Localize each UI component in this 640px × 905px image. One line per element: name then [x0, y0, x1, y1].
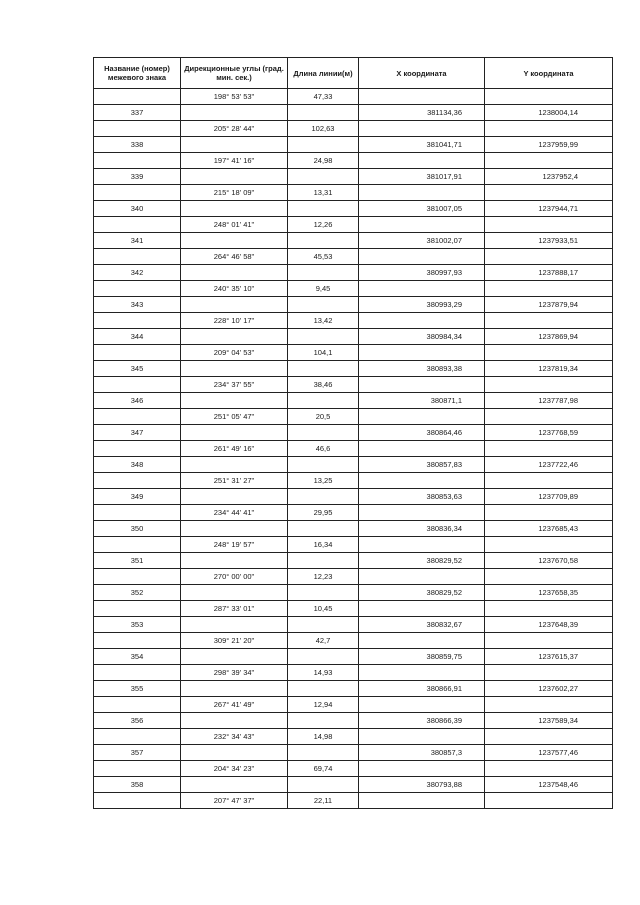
line-length-cell — [288, 393, 359, 409]
y-coordinate-cell: 1237589,34 — [485, 713, 613, 729]
table-row — [94, 185, 613, 201]
line-length-cell: 13,25 — [288, 473, 359, 489]
line-length-cell: 9,45 — [288, 281, 359, 297]
direction-angle-cell — [181, 393, 288, 409]
y-coordinate-cell: 1237548,46 — [485, 777, 613, 793]
line-length-cell — [288, 617, 359, 633]
x-coordinate-cell — [359, 153, 485, 169]
boundary-mark-name-cell: 348 — [94, 457, 181, 473]
boundary-mark-name-cell — [94, 601, 181, 617]
table-header-row — [94, 58, 613, 89]
direction-angle-cell: 228° 10' 17" — [181, 313, 288, 329]
table-row — [94, 633, 613, 649]
direction-angle-cell: 309° 21' 20" — [181, 633, 288, 649]
line-length-cell: 24,98 — [288, 153, 359, 169]
table-row — [94, 313, 613, 329]
y-coordinate-cell — [485, 153, 613, 169]
table-row — [94, 137, 613, 153]
x-coordinate-cell — [359, 281, 485, 297]
boundary-mark-name-cell — [94, 665, 181, 681]
direction-angle-cell: 198° 53' 53" — [181, 89, 288, 105]
x-coordinate-cell: 380864,46 — [359, 425, 485, 441]
x-coordinate-cell — [359, 377, 485, 393]
table-row — [94, 297, 613, 313]
table-row — [94, 265, 613, 281]
y-coordinate-cell: 1237787,98 — [485, 393, 613, 409]
x-coordinate-cell: 381017,91 — [359, 169, 485, 185]
line-length-cell: 14,93 — [288, 665, 359, 681]
coordinate-table-sheet — [93, 57, 612, 809]
line-length-cell: 14,98 — [288, 729, 359, 745]
y-coordinate-cell: 1237768,59 — [485, 425, 613, 441]
table-row — [94, 329, 613, 345]
line-length-cell — [288, 297, 359, 313]
x-coordinate-cell: 381002,07 — [359, 233, 485, 249]
table-row — [94, 393, 613, 409]
line-length-cell: 42,7 — [288, 633, 359, 649]
line-length-cell — [288, 361, 359, 377]
line-length-cell: 69,74 — [288, 761, 359, 777]
line-length-cell — [288, 137, 359, 153]
boundary-mark-name-cell — [94, 217, 181, 233]
y-coordinate-cell — [485, 377, 613, 393]
boundary-mark-name-cell — [94, 697, 181, 713]
y-coordinate-cell — [485, 473, 613, 489]
direction-angle-cell: 248° 19' 57" — [181, 537, 288, 553]
boundary-mark-name-cell: 341 — [94, 233, 181, 249]
line-length-cell: 22,11 — [288, 793, 359, 809]
x-coordinate-cell — [359, 505, 485, 521]
direction-angle-cell — [181, 681, 288, 697]
table-row — [94, 697, 613, 713]
direction-angle-cell — [181, 201, 288, 217]
direction-angle-cell — [181, 745, 288, 761]
y-coordinate-cell: 1237869,94 — [485, 329, 613, 345]
direction-angle-cell — [181, 521, 288, 537]
y-coordinate-cell — [485, 665, 613, 681]
direction-angle-cell: 261° 49' 16" — [181, 441, 288, 457]
boundary-mark-name-cell — [94, 793, 181, 809]
boundary-mark-name-cell — [94, 377, 181, 393]
line-length-cell: 47,33 — [288, 89, 359, 105]
table-row — [94, 169, 613, 185]
direction-angle-cell — [181, 105, 288, 121]
table-row — [94, 537, 613, 553]
line-length-cell — [288, 265, 359, 281]
x-coordinate-cell: 380832,67 — [359, 617, 485, 633]
x-coordinate-cell: 380871,1 — [359, 393, 485, 409]
boundary-mark-name-cell — [94, 281, 181, 297]
boundary-mark-name-cell — [94, 537, 181, 553]
boundary-mark-name-cell: 354 — [94, 649, 181, 665]
y-coordinate-cell: 1237577,46 — [485, 745, 613, 761]
direction-angle-cell — [181, 297, 288, 313]
table-row — [94, 441, 613, 457]
direction-angle-cell — [181, 585, 288, 601]
table-row — [94, 649, 613, 665]
boundary-mark-name-cell — [94, 409, 181, 425]
x-coordinate-cell: 381007,05 — [359, 201, 485, 217]
boundary-mark-name-cell — [94, 153, 181, 169]
y-coordinate-cell: 1237658,35 — [485, 585, 613, 601]
x-coordinate-cell: 380829,52 — [359, 553, 485, 569]
line-length-cell — [288, 329, 359, 345]
direction-angle-cell: 267° 41' 49" — [181, 697, 288, 713]
x-coordinate-cell — [359, 601, 485, 617]
x-coordinate-cell — [359, 633, 485, 649]
x-coordinate-cell: 380853,63 — [359, 489, 485, 505]
boundary-mark-name-cell: 340 — [94, 201, 181, 217]
direction-angle-cell — [181, 425, 288, 441]
table-body — [94, 89, 613, 809]
header-name: Название (номер) межевого знака — [94, 58, 181, 89]
y-coordinate-cell: 1237602,27 — [485, 681, 613, 697]
table-row — [94, 585, 613, 601]
direction-angle-cell — [181, 233, 288, 249]
boundary-mark-name-cell: 351 — [94, 553, 181, 569]
line-length-cell: 46,6 — [288, 441, 359, 457]
x-coordinate-cell — [359, 121, 485, 137]
x-coordinate-cell: 380857,83 — [359, 457, 485, 473]
line-length-cell: 12,23 — [288, 569, 359, 585]
direction-angle-cell: 209° 04' 53" — [181, 345, 288, 361]
boundary-mark-name-cell — [94, 569, 181, 585]
y-coordinate-cell — [485, 569, 613, 585]
boundary-mark-name-cell: 355 — [94, 681, 181, 697]
direction-angle-cell — [181, 361, 288, 377]
boundary-mark-name-cell — [94, 313, 181, 329]
x-coordinate-cell: 380893,38 — [359, 361, 485, 377]
boundary-mark-name-cell: 353 — [94, 617, 181, 633]
boundary-mark-name-cell — [94, 89, 181, 105]
x-coordinate-cell — [359, 729, 485, 745]
x-coordinate-cell — [359, 761, 485, 777]
y-coordinate-cell — [485, 89, 613, 105]
line-length-cell — [288, 169, 359, 185]
boundary-mark-name-cell — [94, 761, 181, 777]
x-coordinate-cell — [359, 569, 485, 585]
table-row — [94, 361, 613, 377]
y-coordinate-cell — [485, 537, 613, 553]
line-length-cell: 38,46 — [288, 377, 359, 393]
x-coordinate-cell — [359, 345, 485, 361]
boundary-mark-name-cell — [94, 505, 181, 521]
line-length-cell — [288, 649, 359, 665]
direction-angle-cell — [181, 457, 288, 473]
table-row — [94, 601, 613, 617]
header-length: Длина линии(м) — [288, 58, 359, 89]
y-coordinate-cell — [485, 793, 613, 809]
x-coordinate-cell — [359, 249, 485, 265]
y-coordinate-cell — [485, 633, 613, 649]
x-coordinate-cell — [359, 185, 485, 201]
boundary-coordinates-table — [93, 57, 613, 809]
line-length-cell — [288, 777, 359, 793]
table-row — [94, 217, 613, 233]
y-coordinate-cell — [485, 729, 613, 745]
y-coordinate-cell: 1237952,4 — [485, 169, 613, 185]
boundary-mark-name-cell: 347 — [94, 425, 181, 441]
direction-angle-cell — [181, 489, 288, 505]
table-row — [94, 201, 613, 217]
x-coordinate-cell — [359, 537, 485, 553]
direction-angle-cell: 234° 44' 41" — [181, 505, 288, 521]
y-coordinate-cell: 1237648,39 — [485, 617, 613, 633]
line-length-cell — [288, 233, 359, 249]
table-row — [94, 457, 613, 473]
header-y: Y координата — [485, 58, 613, 89]
table-row — [94, 105, 613, 121]
x-coordinate-cell: 381041,71 — [359, 137, 485, 153]
line-length-cell: 12,94 — [288, 697, 359, 713]
x-coordinate-cell: 380836,34 — [359, 521, 485, 537]
y-coordinate-cell: 1237819,34 — [485, 361, 613, 377]
line-length-cell — [288, 585, 359, 601]
table-row — [94, 665, 613, 681]
line-length-cell: 10,45 — [288, 601, 359, 617]
x-coordinate-cell: 380866,91 — [359, 681, 485, 697]
boundary-mark-name-cell — [94, 633, 181, 649]
table-row — [94, 377, 613, 393]
table-row — [94, 713, 613, 729]
y-coordinate-cell: 1237709,89 — [485, 489, 613, 505]
boundary-mark-name-cell: 352 — [94, 585, 181, 601]
boundary-mark-name-cell: 343 — [94, 297, 181, 313]
x-coordinate-cell — [359, 217, 485, 233]
y-coordinate-cell — [485, 217, 613, 233]
y-coordinate-cell: 1237944,71 — [485, 201, 613, 217]
y-coordinate-cell — [485, 697, 613, 713]
y-coordinate-cell — [485, 121, 613, 137]
y-coordinate-cell: 1237670,58 — [485, 553, 613, 569]
y-coordinate-cell — [485, 345, 613, 361]
direction-angle-cell — [181, 329, 288, 345]
boundary-mark-name-cell: 342 — [94, 265, 181, 281]
y-coordinate-cell: 1237615,37 — [485, 649, 613, 665]
y-coordinate-cell — [485, 409, 613, 425]
table-row — [94, 473, 613, 489]
direction-angle-cell — [181, 169, 288, 185]
line-length-cell — [288, 553, 359, 569]
line-length-cell: 102,63 — [288, 121, 359, 137]
boundary-mark-name-cell — [94, 249, 181, 265]
direction-angle-cell: 287° 33' 01" — [181, 601, 288, 617]
line-length-cell: 45,53 — [288, 249, 359, 265]
y-coordinate-cell: 1237879,94 — [485, 297, 613, 313]
line-length-cell: 12,26 — [288, 217, 359, 233]
boundary-mark-name-cell — [94, 441, 181, 457]
y-coordinate-cell — [485, 761, 613, 777]
direction-angle-cell: 207° 47' 37" — [181, 793, 288, 809]
boundary-mark-name-cell: 337 — [94, 105, 181, 121]
header-x: X координата — [359, 58, 485, 89]
boundary-mark-name-cell — [94, 473, 181, 489]
direction-angle-cell — [181, 265, 288, 281]
line-length-cell — [288, 105, 359, 121]
y-coordinate-cell: 1237722,46 — [485, 457, 613, 473]
table-row — [94, 489, 613, 505]
table-row — [94, 761, 613, 777]
boundary-mark-name-cell — [94, 121, 181, 137]
direction-angle-cell — [181, 617, 288, 633]
x-coordinate-cell — [359, 313, 485, 329]
table-row — [94, 745, 613, 761]
y-coordinate-cell — [485, 441, 613, 457]
table-row — [94, 505, 613, 521]
direction-angle-cell — [181, 777, 288, 793]
line-length-cell — [288, 201, 359, 217]
x-coordinate-cell: 380997,93 — [359, 265, 485, 281]
line-length-cell: 104,1 — [288, 345, 359, 361]
x-coordinate-cell — [359, 665, 485, 681]
table-row — [94, 233, 613, 249]
table-row — [94, 569, 613, 585]
table-row — [94, 409, 613, 425]
y-coordinate-cell — [485, 313, 613, 329]
y-coordinate-cell: 1238004,14 — [485, 105, 613, 121]
boundary-mark-name-cell: 339 — [94, 169, 181, 185]
table-row — [94, 729, 613, 745]
boundary-mark-name-cell — [94, 345, 181, 361]
y-coordinate-cell — [485, 281, 613, 297]
boundary-mark-name-cell: 350 — [94, 521, 181, 537]
direction-angle-cell — [181, 137, 288, 153]
direction-angle-cell: 197° 41' 16" — [181, 153, 288, 169]
table-row — [94, 777, 613, 793]
y-coordinate-cell: 1237888,17 — [485, 265, 613, 281]
direction-angle-cell — [181, 713, 288, 729]
x-coordinate-cell — [359, 473, 485, 489]
boundary-mark-name-cell — [94, 185, 181, 201]
y-coordinate-cell: 1237685,43 — [485, 521, 613, 537]
line-length-cell — [288, 489, 359, 505]
direction-angle-cell: 251° 05' 47" — [181, 409, 288, 425]
direction-angle-cell: 232° 34' 43" — [181, 729, 288, 745]
x-coordinate-cell — [359, 409, 485, 425]
x-coordinate-cell — [359, 697, 485, 713]
direction-angle-cell: 298° 39' 34" — [181, 665, 288, 681]
x-coordinate-cell — [359, 441, 485, 457]
direction-angle-cell: 264° 46' 58" — [181, 249, 288, 265]
boundary-mark-name-cell: 338 — [94, 137, 181, 153]
x-coordinate-cell: 380793,88 — [359, 777, 485, 793]
direction-angle-cell: 240° 35' 10" — [181, 281, 288, 297]
line-length-cell — [288, 521, 359, 537]
x-coordinate-cell: 380829,52 — [359, 585, 485, 601]
boundary-mark-name-cell: 346 — [94, 393, 181, 409]
direction-angle-cell: 215° 18' 09" — [181, 185, 288, 201]
y-coordinate-cell — [485, 249, 613, 265]
table-row — [94, 121, 613, 137]
table-row — [94, 553, 613, 569]
boundary-mark-name-cell: 358 — [94, 777, 181, 793]
direction-angle-cell: 204° 34' 23" — [181, 761, 288, 777]
table-row — [94, 249, 613, 265]
table-row — [94, 153, 613, 169]
line-length-cell — [288, 681, 359, 697]
line-length-cell: 13,42 — [288, 313, 359, 329]
boundary-mark-name-cell — [94, 729, 181, 745]
boundary-mark-name-cell: 349 — [94, 489, 181, 505]
x-coordinate-cell: 380859,75 — [359, 649, 485, 665]
line-length-cell: 20,5 — [288, 409, 359, 425]
boundary-mark-name-cell: 357 — [94, 745, 181, 761]
line-length-cell — [288, 425, 359, 441]
boundary-mark-name-cell: 344 — [94, 329, 181, 345]
line-length-cell — [288, 457, 359, 473]
table-row — [94, 521, 613, 537]
header-angle: Дирекционные углы (град. мин. сек.) — [181, 58, 288, 89]
direction-angle-cell: 248° 01' 41" — [181, 217, 288, 233]
line-length-cell: 29,95 — [288, 505, 359, 521]
x-coordinate-cell — [359, 89, 485, 105]
line-length-cell: 13,31 — [288, 185, 359, 201]
y-coordinate-cell — [485, 185, 613, 201]
x-coordinate-cell: 380993,29 — [359, 297, 485, 313]
x-coordinate-cell: 380857,3 — [359, 745, 485, 761]
table-row — [94, 681, 613, 697]
y-coordinate-cell — [485, 601, 613, 617]
x-coordinate-cell — [359, 793, 485, 809]
x-coordinate-cell: 380984,34 — [359, 329, 485, 345]
y-coordinate-cell — [485, 505, 613, 521]
table-row — [94, 281, 613, 297]
direction-angle-cell — [181, 553, 288, 569]
direction-angle-cell: 205° 28' 44" — [181, 121, 288, 137]
table-row — [94, 425, 613, 441]
table-row — [94, 89, 613, 105]
line-length-cell — [288, 745, 359, 761]
line-length-cell — [288, 713, 359, 729]
direction-angle-cell — [181, 649, 288, 665]
table-row — [94, 345, 613, 361]
direction-angle-cell: 270° 00' 00" — [181, 569, 288, 585]
direction-angle-cell: 251° 31' 27" — [181, 473, 288, 489]
line-length-cell: 16,34 — [288, 537, 359, 553]
x-coordinate-cell: 381134,36 — [359, 105, 485, 121]
table-row — [94, 793, 613, 809]
x-coordinate-cell: 380866,39 — [359, 713, 485, 729]
y-coordinate-cell: 1237933,51 — [485, 233, 613, 249]
table-row — [94, 617, 613, 633]
y-coordinate-cell: 1237959,99 — [485, 137, 613, 153]
boundary-mark-name-cell: 345 — [94, 361, 181, 377]
boundary-mark-name-cell: 356 — [94, 713, 181, 729]
direction-angle-cell: 234° 37' 55" — [181, 377, 288, 393]
